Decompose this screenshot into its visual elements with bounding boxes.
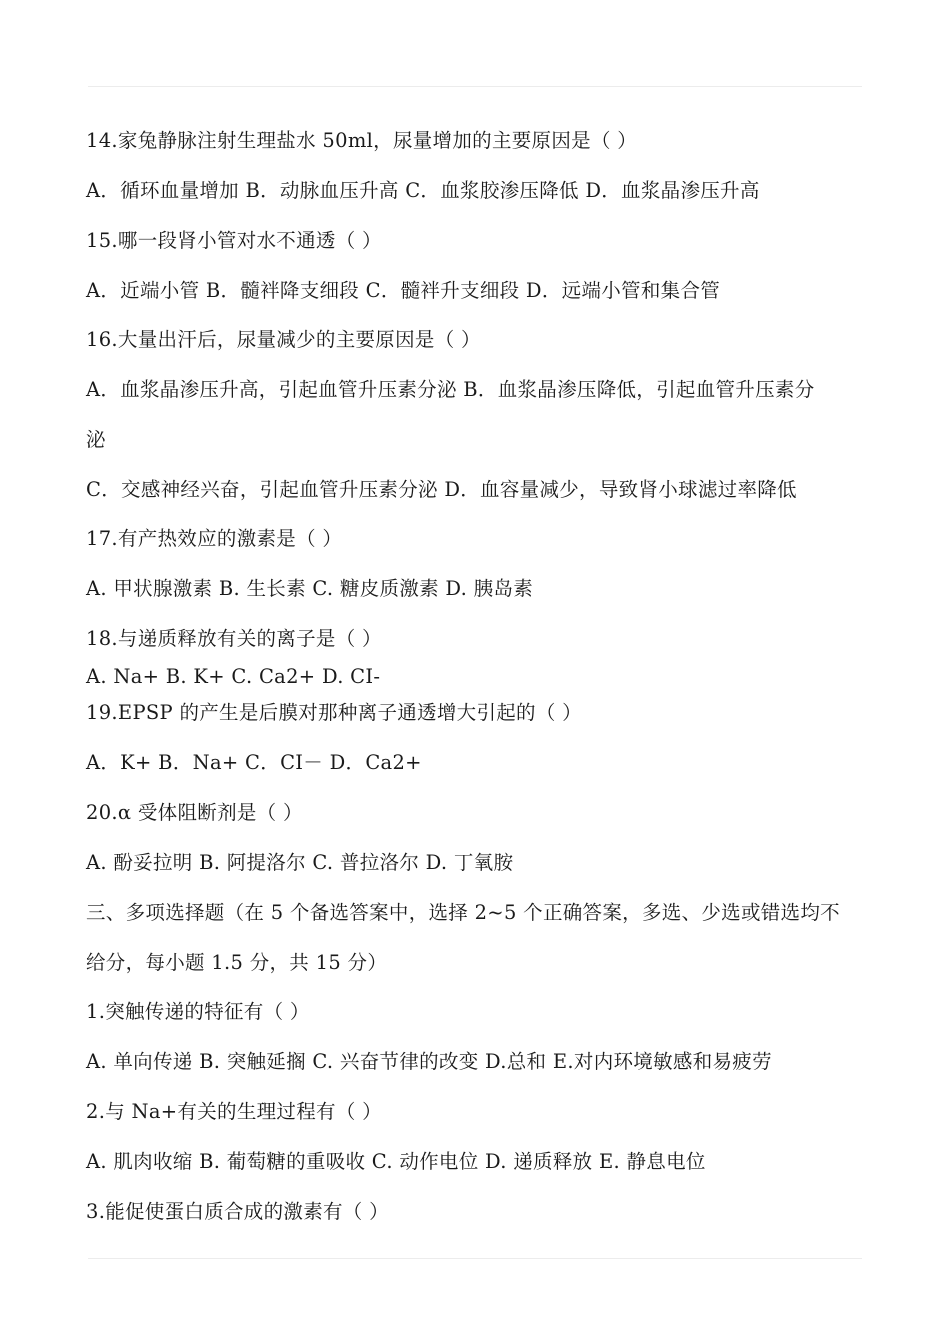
question-15: 15.哪一段肾小管对水不通透（ ） <box>86 229 382 252</box>
question-17: 17.有产热效应的激素是（ ） <box>86 527 343 550</box>
section-3-heading: 三、多项选择题（在 5 个备选答案中，选择 2~5 个正确答案，多选、少选或错选均不 <box>86 901 840 924</box>
question-17-options: A. 甲状腺激素 B. 生长素 C. 糖皮质激素 D. 胰岛素 <box>86 577 534 600</box>
question-16: 16.大量出汗后，尿量减少的主要原因是（ ） <box>86 328 481 351</box>
question-14: 14.家兔静脉注射生理盐水 50ml，尿量增加的主要原因是（ ） <box>86 129 638 152</box>
question-16-options-ab-cont: 泌 <box>86 428 106 451</box>
question-20-options: A. 酚妥拉明 B. 阿提洛尔 C. 普拉洛尔 D. 丁氧胺 <box>86 851 514 874</box>
question-16-options-cd: C．交感神经兴奋，引起血管升压素分泌 D．血容量减少，导致肾小球滤过率降低 <box>86 478 797 501</box>
footer-rule <box>88 1258 862 1259</box>
question-18-options: A. Na+ B. K+ C. Ca2+ D. CI- <box>86 665 381 688</box>
question-15-options: A．近端小管 B．髓袢降支细段 C．髓袢升支细段 D．远端小管和集合管 <box>86 279 721 302</box>
mc-question-2: 2.与 Na+有关的生理过程有（ ） <box>86 1100 382 1123</box>
mc-question-2-options: A. 肌肉收缩 B. 葡萄糖的重吸收 C. 动作电位 D. 递质释放 E. 静息电位 <box>86 1150 706 1173</box>
question-14-options: A．循环血量增加 B．动脉血压升高 C．血浆胶渗压降低 D．血浆晶渗压升高 <box>86 179 760 202</box>
question-19: 19.EPSP 的产生是后膜对那种离子通透增大引起的（ ） <box>86 701 582 724</box>
question-18: 18.与递质释放有关的离子是（ ） <box>86 627 382 650</box>
section-3-heading-cont: 给分，每小题 1.5 分，共 15 分） <box>86 951 388 974</box>
question-16-options-ab: A．血浆晶渗压升高，引起血管升压素分泌 B．血浆晶渗压降低，引起血管升压素分 <box>86 378 815 401</box>
mc-question-3: 3.能促使蛋白质合成的激素有（ ） <box>86 1200 389 1223</box>
header-rule <box>88 86 862 87</box>
question-19-options: A．K+ B．Na+ C．CI－ D．Ca2+ <box>86 751 422 774</box>
mc-question-1: 1.突触传递的特征有（ ） <box>86 1000 310 1023</box>
mc-question-1-options: A. 单向传递 B. 突触延搁 C. 兴奋节律的改变 D.总和 E.对内环境敏感和易疲劳 <box>86 1050 772 1073</box>
question-20: 20.α 受体阻断剂是（ ） <box>86 801 303 824</box>
